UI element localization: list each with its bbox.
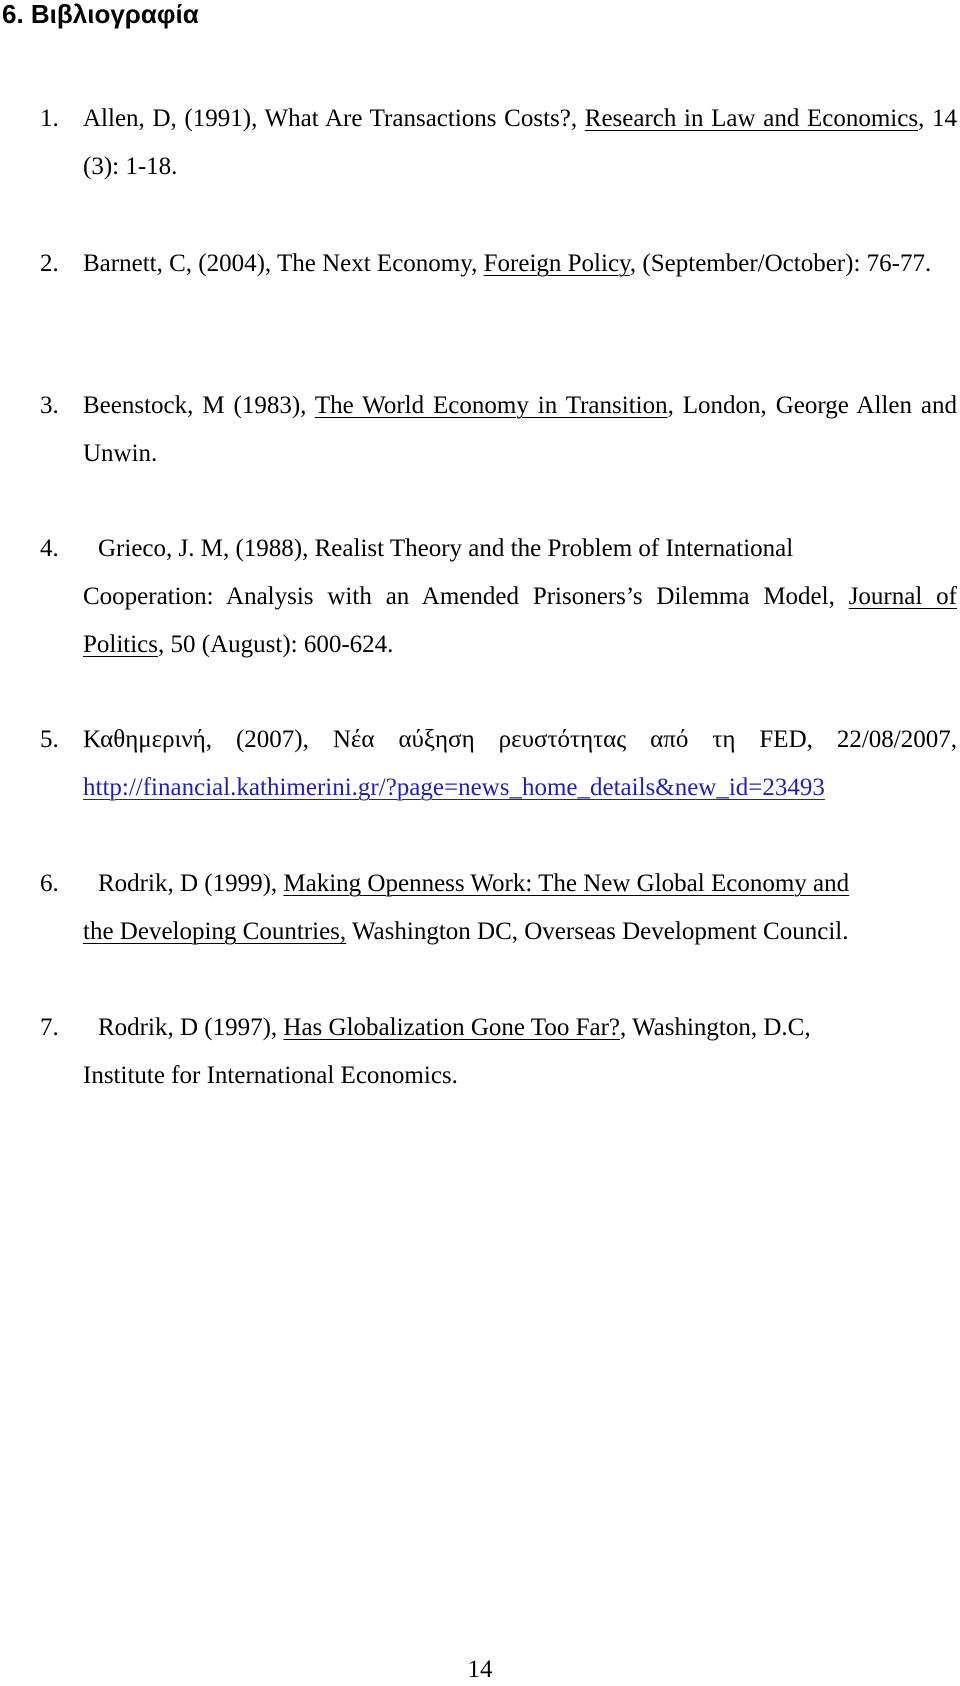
entry-journal-title: Research in Law and Economics: [584, 105, 919, 132]
entry-number: 2.: [40, 250, 59, 277]
entry-number: 1.: [40, 105, 59, 132]
entry-first-line: [98, 1004, 811, 1052]
entry-first-line: [98, 860, 849, 908]
entry-first-line: Grieco, J. M, (1988), Realist Theory and the Problem of International: [98, 535, 794, 562]
entry-article-title: Cooperation: Analysis with an Amended Prisoners’s Dilemma Model,: [83, 583, 849, 610]
entry-book-title: Has Globalization Gone Too Far?: [283, 1014, 621, 1041]
entry-authors: Barnett, C, (2004), The Next Economy,: [83, 250, 484, 277]
entry-journal-title: Foreign Policy: [483, 250, 630, 277]
entry-authors: Rodrik, D (1997),: [98, 1014, 284, 1041]
entry-book-title-continued: the Developing Countries,: [83, 918, 347, 945]
bibliography-entry-6: [40, 860, 957, 956]
entry-authors: Rodrik, D (1999),: [98, 870, 284, 897]
entry-number: 5.: [40, 726, 59, 753]
entry-url-link[interactable]: http://financial.kathimerini.gr/?page=news_home_details&new_id=23493: [83, 774, 825, 801]
entry-number: 6.: [40, 870, 59, 897]
bibliography-entry-4: [40, 525, 957, 669]
bibliography-entry-7: [40, 1004, 957, 1100]
entry-article-title: Καθημερινή, (2007), Νέα αύξηση ρευστότητας από τη FED, 22/08/2007,: [83, 726, 957, 753]
bibliography-entry-5: [40, 716, 957, 812]
entry-number: 4.: [40, 535, 59, 562]
bibliography-entry-1: [40, 95, 958, 191]
entry-details: , (September/October): 76-77.: [629, 250, 932, 277]
entry-details: , London, George Allen and Unwin.: [83, 392, 957, 467]
entry-book-title: The World Economy in Transition: [314, 392, 668, 419]
entry-number: 3.: [40, 392, 59, 419]
entry-details: Washington DC, Overseas Development Council.: [346, 918, 849, 945]
entry-number: 7.: [40, 1014, 59, 1041]
entry-journal-title: Journal of Politics: [83, 583, 957, 658]
bibliography-entry-2: [40, 240, 957, 288]
bibliography-entry-3: [40, 382, 957, 478]
entry-details: Institute for International Economics.: [83, 1062, 458, 1089]
entry-authors: Allen, D, (1991), What Are Transactions Costs?,: [83, 105, 585, 132]
entry-details: , 50 (August): 600-624.: [158, 631, 394, 658]
page-number: 14: [467, 1656, 493, 1683]
entry-publisher-place: , Washington, D.C,: [620, 1014, 811, 1041]
section-heading: 6. Βιβλιογραφία: [2, 0, 199, 29]
entry-details: , 14 (3): 1-18.: [83, 105, 958, 180]
entry-authors: Beenstock, M (1983),: [83, 392, 315, 419]
entry-book-title: Making Openness Work: The New Global Economy and: [283, 870, 850, 897]
